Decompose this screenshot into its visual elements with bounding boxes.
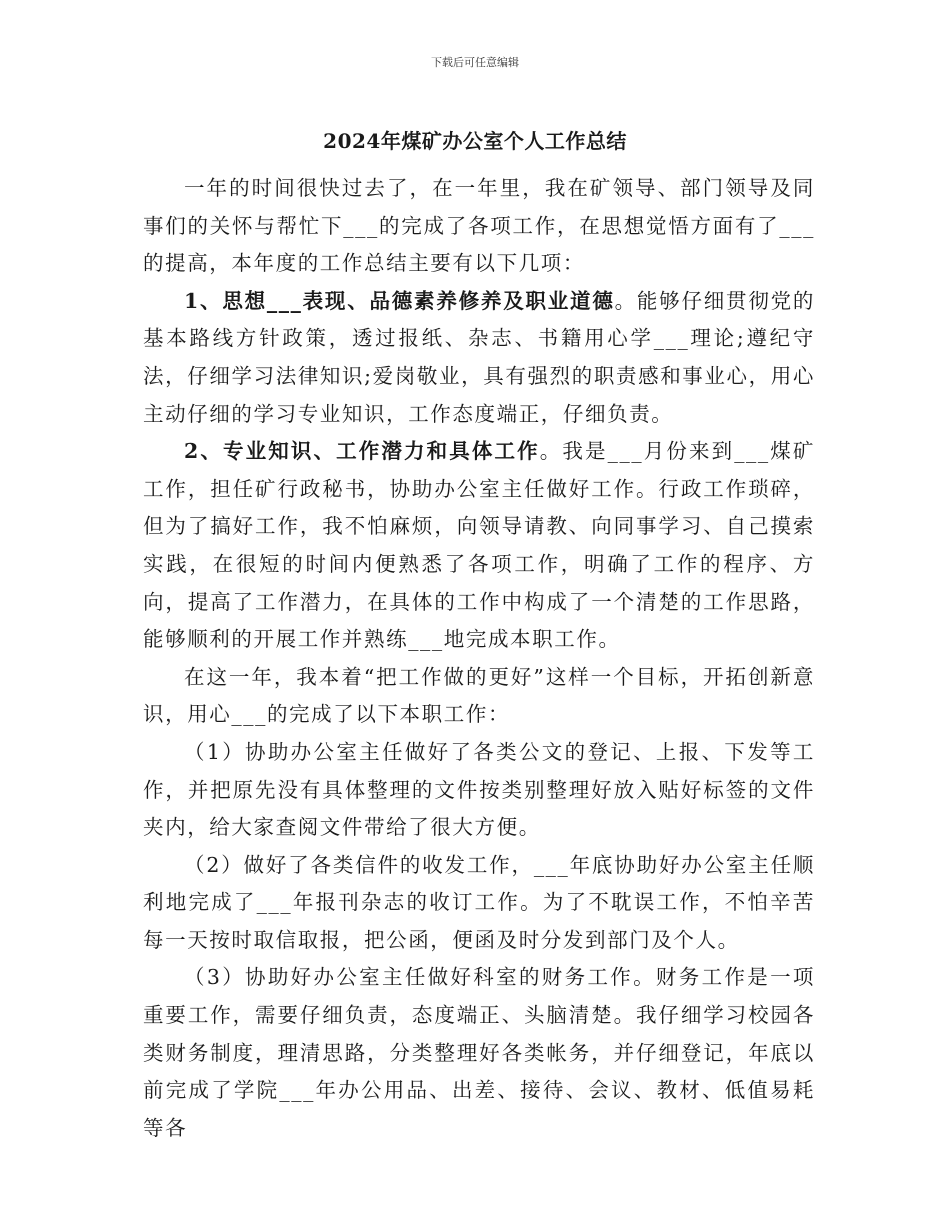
section-body-professional: 。我是___月份来到___煤矿工作，担任矿行政秘书，协助办公室主任做好工作。行政工作琐碎，但为了搞好工作，我不怕麻烦，向领导请教、向同事学习、自己摸索实践，在很短的时间内便熟悉了各项工作，明确了工作的程序、方向，提高了工作潜力，在具体的工作中构成了一个清楚的工作思路，能够顺利的开展工作并熟练___地完成本职工作。 [143, 439, 815, 652]
section-body-ideology: 。能够仔细贯彻党的基本路线方针政策，透过报纸、杂志、书籍用心学___理论;遵纪守法，仔细学习法律知识;爱岗敬业，具有强烈的职责感和事业心，用心主动仔细的学习专业知识，工作态度端正，仔细负责。 [143, 288, 815, 426]
list-item-mail: （2）做好了各类信件的收发工作，___年底协助好办公室主任顺利地完成了___年报刊杂志的收订工作。为了不耽误工作，不怕辛苦每一天按时取信取报，把公函，便函及时分发到部门及个人。 [143, 852, 815, 952]
document-title: 2024年煤矿办公室个人工作总结 [323, 129, 627, 153]
paragraph-professional [143, 433, 815, 659]
paragraph-ideology [143, 283, 815, 433]
section-heading-professional: 2、专业知识、工作潜力和具体工作 [184, 439, 540, 464]
paragraph-goal: 在这一年，我本着“把工作做的更好”这样一个目标，开拓创新意识，用心___的完成了以下本职工作： [143, 664, 815, 727]
document-body [143, 170, 815, 1147]
header-note: 下载后可任意编辑 [431, 56, 519, 69]
list-item-finance: （3）协助好办公室主任做好科室的财务工作。财务工作是一项重要工作，需要仔细负责，态度端正、头脑清楚。我仔细学习校园各类财务制度，理清思路，分类整理好各类帐务，并仔细登记，年底以前完成了学院___年办公用品、出差、接待、会议、教材、低值易耗等各 [143, 965, 815, 1140]
paragraph-intro: 一年的时间很快过去了，在一年里，我在矿领导、部门领导及同事们的关怀与帮忙下___的完成了各项工作，在思想觉悟方面有了___的提高，本年度的工作总结主要有以下几项： [143, 176, 815, 276]
section-heading-ideology: 1、思想___表现、品德素养修养及职业道德 [184, 288, 615, 313]
list-item-documents: （1）协助办公室主任做好了各类公文的登记、上报、下发等工作，并把原先没有具体整理的文件按类别整理好放入贴好标签的文件夹内，给大家查阅文件带给了很大方便。 [143, 739, 815, 840]
